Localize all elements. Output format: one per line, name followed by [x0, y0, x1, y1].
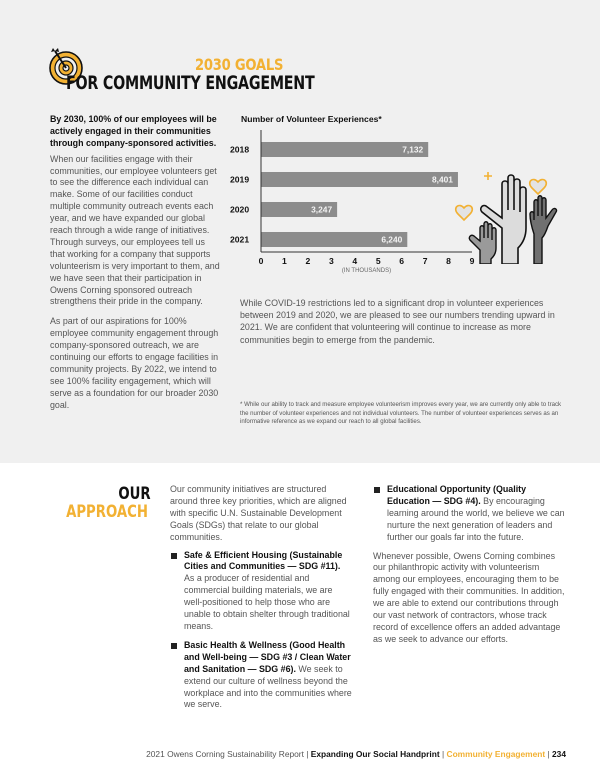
footer-separator: | — [439, 749, 447, 759]
approach-intro: Our community initiatives are structured around three key priorities, which are aligned with specific U.N. Sustainable Development Goals (SDGs) that relate to our global communities. — [170, 484, 347, 542]
x-tick-label: 6 — [399, 256, 405, 266]
goal-statement: By 2030, 100% of our employees will be actively engaged in their communities through company-sponsored activities. — [50, 114, 217, 149]
chart-title: Number of Volunteer Experiences* — [241, 114, 382, 124]
x-tick-label: 5 — [375, 256, 381, 266]
bar-2019 — [261, 172, 458, 187]
paragraph-aspirations: As part of our aspirations for 100% employee community engagement through company-sponsored outreach, we are continuing our efforts to engage facilities in community projects. By 2022, we intend to see 100% facility engagement, which will serve as a foundation for our broader 2030 goal. — [50, 316, 219, 410]
bar-value-label: 3,247 — [311, 204, 333, 215]
x-tick-label: 9 — [469, 256, 475, 266]
x-tick-label: 4 — [352, 256, 358, 266]
goals-text-column — [50, 113, 220, 420]
raised-hands-hearts-icon — [450, 168, 562, 264]
priority-title: Educational Opportunity (Quality Education — SDG #4). — [387, 484, 527, 506]
priority-health — [170, 640, 352, 711]
footer-subsection-link[interactable]: Community Engagement — [446, 749, 546, 759]
footer-report: 2021 Owens Corning Sustainability Report | — [146, 749, 311, 759]
chart-footnote: * While our ability to track and measure employee volunteerism improves every year, we are currently only able to track the number of volunteer experiences and not individual volunteers. The number of volunteer experiences serves as an informative reference as we expand our reach to all global facilities. — [240, 401, 562, 426]
footer-separator: | — [545, 749, 553, 759]
page-number: 234 — [552, 749, 566, 759]
x-axis-label: (IN THOUSANDS) — [341, 268, 392, 274]
paragraph-facilities: When our facilities engage with their communities, our employee volunteers get to see the difference each individual can make. Some of our facilities conduct multiple community outreach events each year, and we have expanded our global reach through a wide range of initiatives. Through surveys, our employees tell us that working for a company that supports volunteerism is very important to them, and we have seen that their participation in Owens Corning sponsored outreach strengthens their pride in the company. — [50, 153, 220, 307]
y-tick-label: 2018 — [230, 144, 250, 155]
priority-title: Safe & Efficient Housing (Sustainable Cities and Communities — SDG #11). — [184, 549, 343, 572]
y-tick-label: 2020 — [230, 204, 250, 215]
x-tick-label: 0 — [258, 256, 264, 266]
priority-housing — [170, 550, 352, 633]
x-tick-label: 7 — [422, 256, 428, 266]
bar-value-label: 6,240 — [381, 234, 403, 245]
approach-heading: APPROACH — [66, 502, 148, 522]
covid-paragraph: While COVID-19 restrictions led to a significant drop in volunteer experiences between 2019 and 2020, we are pleased to see our numbers trending upward in 2021. We are confident that volunteering will continue to increase as more communities begin to emerge from the pandemic. — [240, 298, 555, 345]
page-footer — [146, 749, 566, 759]
y-tick-label: 2021 — [230, 234, 250, 245]
priority-title: Basic Health & Wellness (Good Health and Well-being — SDG #3 / Clean Water and Sanitation — SDG #6). — [184, 639, 351, 674]
bullet-square-icon — [374, 487, 380, 493]
priority-text: By encouraging learning around the world, we believe we can nurture the next generation of leaders and further our goals far into the future. — [387, 495, 565, 542]
x-tick-label: 2 — [305, 256, 311, 266]
approach-heading-our: OUR — [118, 484, 151, 504]
title-community-engagement: FOR COMMUNITY ENGAGEMENT — [66, 72, 315, 94]
approach-middle-column — [170, 484, 352, 718]
priority-text: We seek to extend our culture of wellness beyond the workplace and into the communities where we serve. — [184, 663, 352, 710]
y-tick-label: 2019 — [230, 174, 250, 185]
title-2030-goals: 2030 GOALS — [195, 55, 284, 74]
bar-value-label: 8,401 — [431, 174, 453, 185]
x-tick-label: 3 — [328, 256, 334, 266]
priority-education — [373, 484, 565, 544]
bar-value-label: 7,132 — [402, 144, 424, 155]
footer-section-link[interactable]: Expanding Our Social Handprint — [310, 749, 440, 759]
approach-right-column — [373, 484, 565, 652]
bullet-square-icon — [171, 553, 177, 559]
x-tick-label: 1 — [282, 256, 287, 266]
priority-text: As a producer of residential and commercial building materials, we are well-positioned to help those who are unable to obtain shelter through traditional means. — [184, 573, 350, 631]
approach-closing: Whenever possible, Owens Corning combines our philanthropic activity with volunteerism among our employees, encouraging them to be fully engaged with their communities. In addition, we are able to extend our contributions through our vast network of contractors, whose track record of excellence offers an added advantage as we seek to advance our efforts. — [373, 550, 565, 644]
x-tick-label: 8 — [446, 256, 451, 266]
bullet-square-icon — [171, 643, 177, 649]
